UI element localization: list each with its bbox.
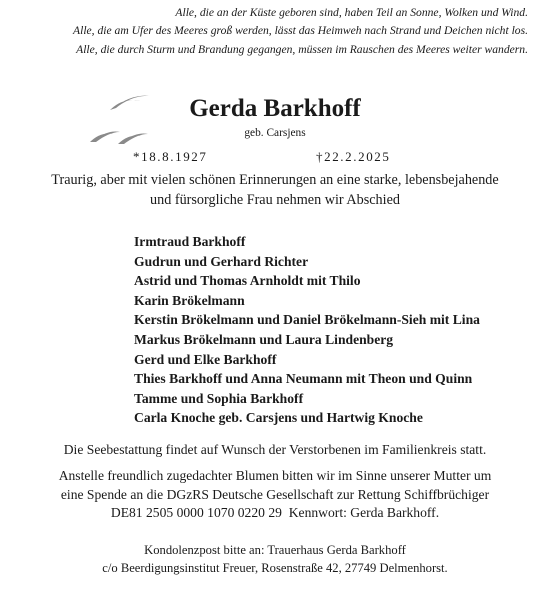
poem-line: Alle, die am Ufer des Meeres groß werden, lässt das Heimweh nach Strand und Deichen nicht los.	[73, 24, 528, 38]
poem-line: Alle, die an der Küste geboren sind, haben Teil an Sonne, Wolken und Wind.	[175, 6, 528, 19]
condolence-line: c/o Beerdigungsinstitut Freuer, Rosenstraße 42, 27749 Delmenhorst.	[102, 561, 448, 576]
mourner: Carla Knoche geb. Carsjens und Hartwig Knoche	[134, 410, 423, 426]
donation-text	[0, 467, 550, 523]
poem	[10, 4, 528, 59]
farewell-line: Traurig, aber mit vielen schönen Erinnerungen an eine starke, lebensbejahende	[51, 172, 499, 188]
donation-line: Anstelle freundlich zugedachter Blumen bitten wir im Sinne unserer Mutter um	[58, 468, 492, 483]
deceased-name: Gerda Barkhoff	[189, 95, 361, 122]
mourner: Markus Brökelmann und Laura Lindenberg	[134, 331, 394, 347]
mourner: Karin Brökelmann	[134, 292, 245, 308]
mourner: Gudrun und Gerhard Richter	[134, 253, 309, 269]
death-date: †22.2.2025	[316, 149, 391, 164]
farewell-text	[14, 170, 536, 210]
farewell-line: und fürsorgliche Frau nehmen wir Abschied	[150, 192, 400, 208]
mourners-list	[134, 232, 480, 428]
poem-line: Alle, die durch Sturm und Brandung gegangen, müssen im Rauschen des Meeres weiter wandern.	[76, 42, 528, 56]
mourner: Gerd und Elke Barkhoff	[134, 351, 277, 367]
donation-iban: DE81 2505 0000 1070 0220 29 Kennwort: Gerda Barkhoff.	[110, 505, 440, 521]
mourner: Kerstin Brökelmann und Daniel Brökelmann-Sieh mit Lina	[134, 312, 480, 328]
mourner: Tamme und Sophia Barkhoff	[134, 390, 304, 406]
condolence-address	[0, 541, 550, 578]
condolence-line: Kondolenzpost bitte an: Trauerhaus Gerda Barkhoff	[144, 543, 406, 557]
mourner: Astrid und Thomas Arnholdt mit Thilo	[134, 273, 361, 289]
mourner: Irmtraud Barkhoff	[134, 234, 246, 249]
funeral-note: Die Seebestattung findet auf Wunsch der Verstorbenen im Familienkreis statt.	[63, 442, 487, 457]
birth-date: *18.8.1927	[133, 149, 208, 164]
donation-line: eine Spende an die DGzRS Deutsche Gesellschaft zur Rettung Schiffbrüchiger	[60, 486, 490, 502]
mourner: Thies Barkhoff und Anna Neumann mit Theon und Quinn	[134, 371, 473, 387]
maiden-name: geb. Carsjens	[244, 127, 306, 139]
